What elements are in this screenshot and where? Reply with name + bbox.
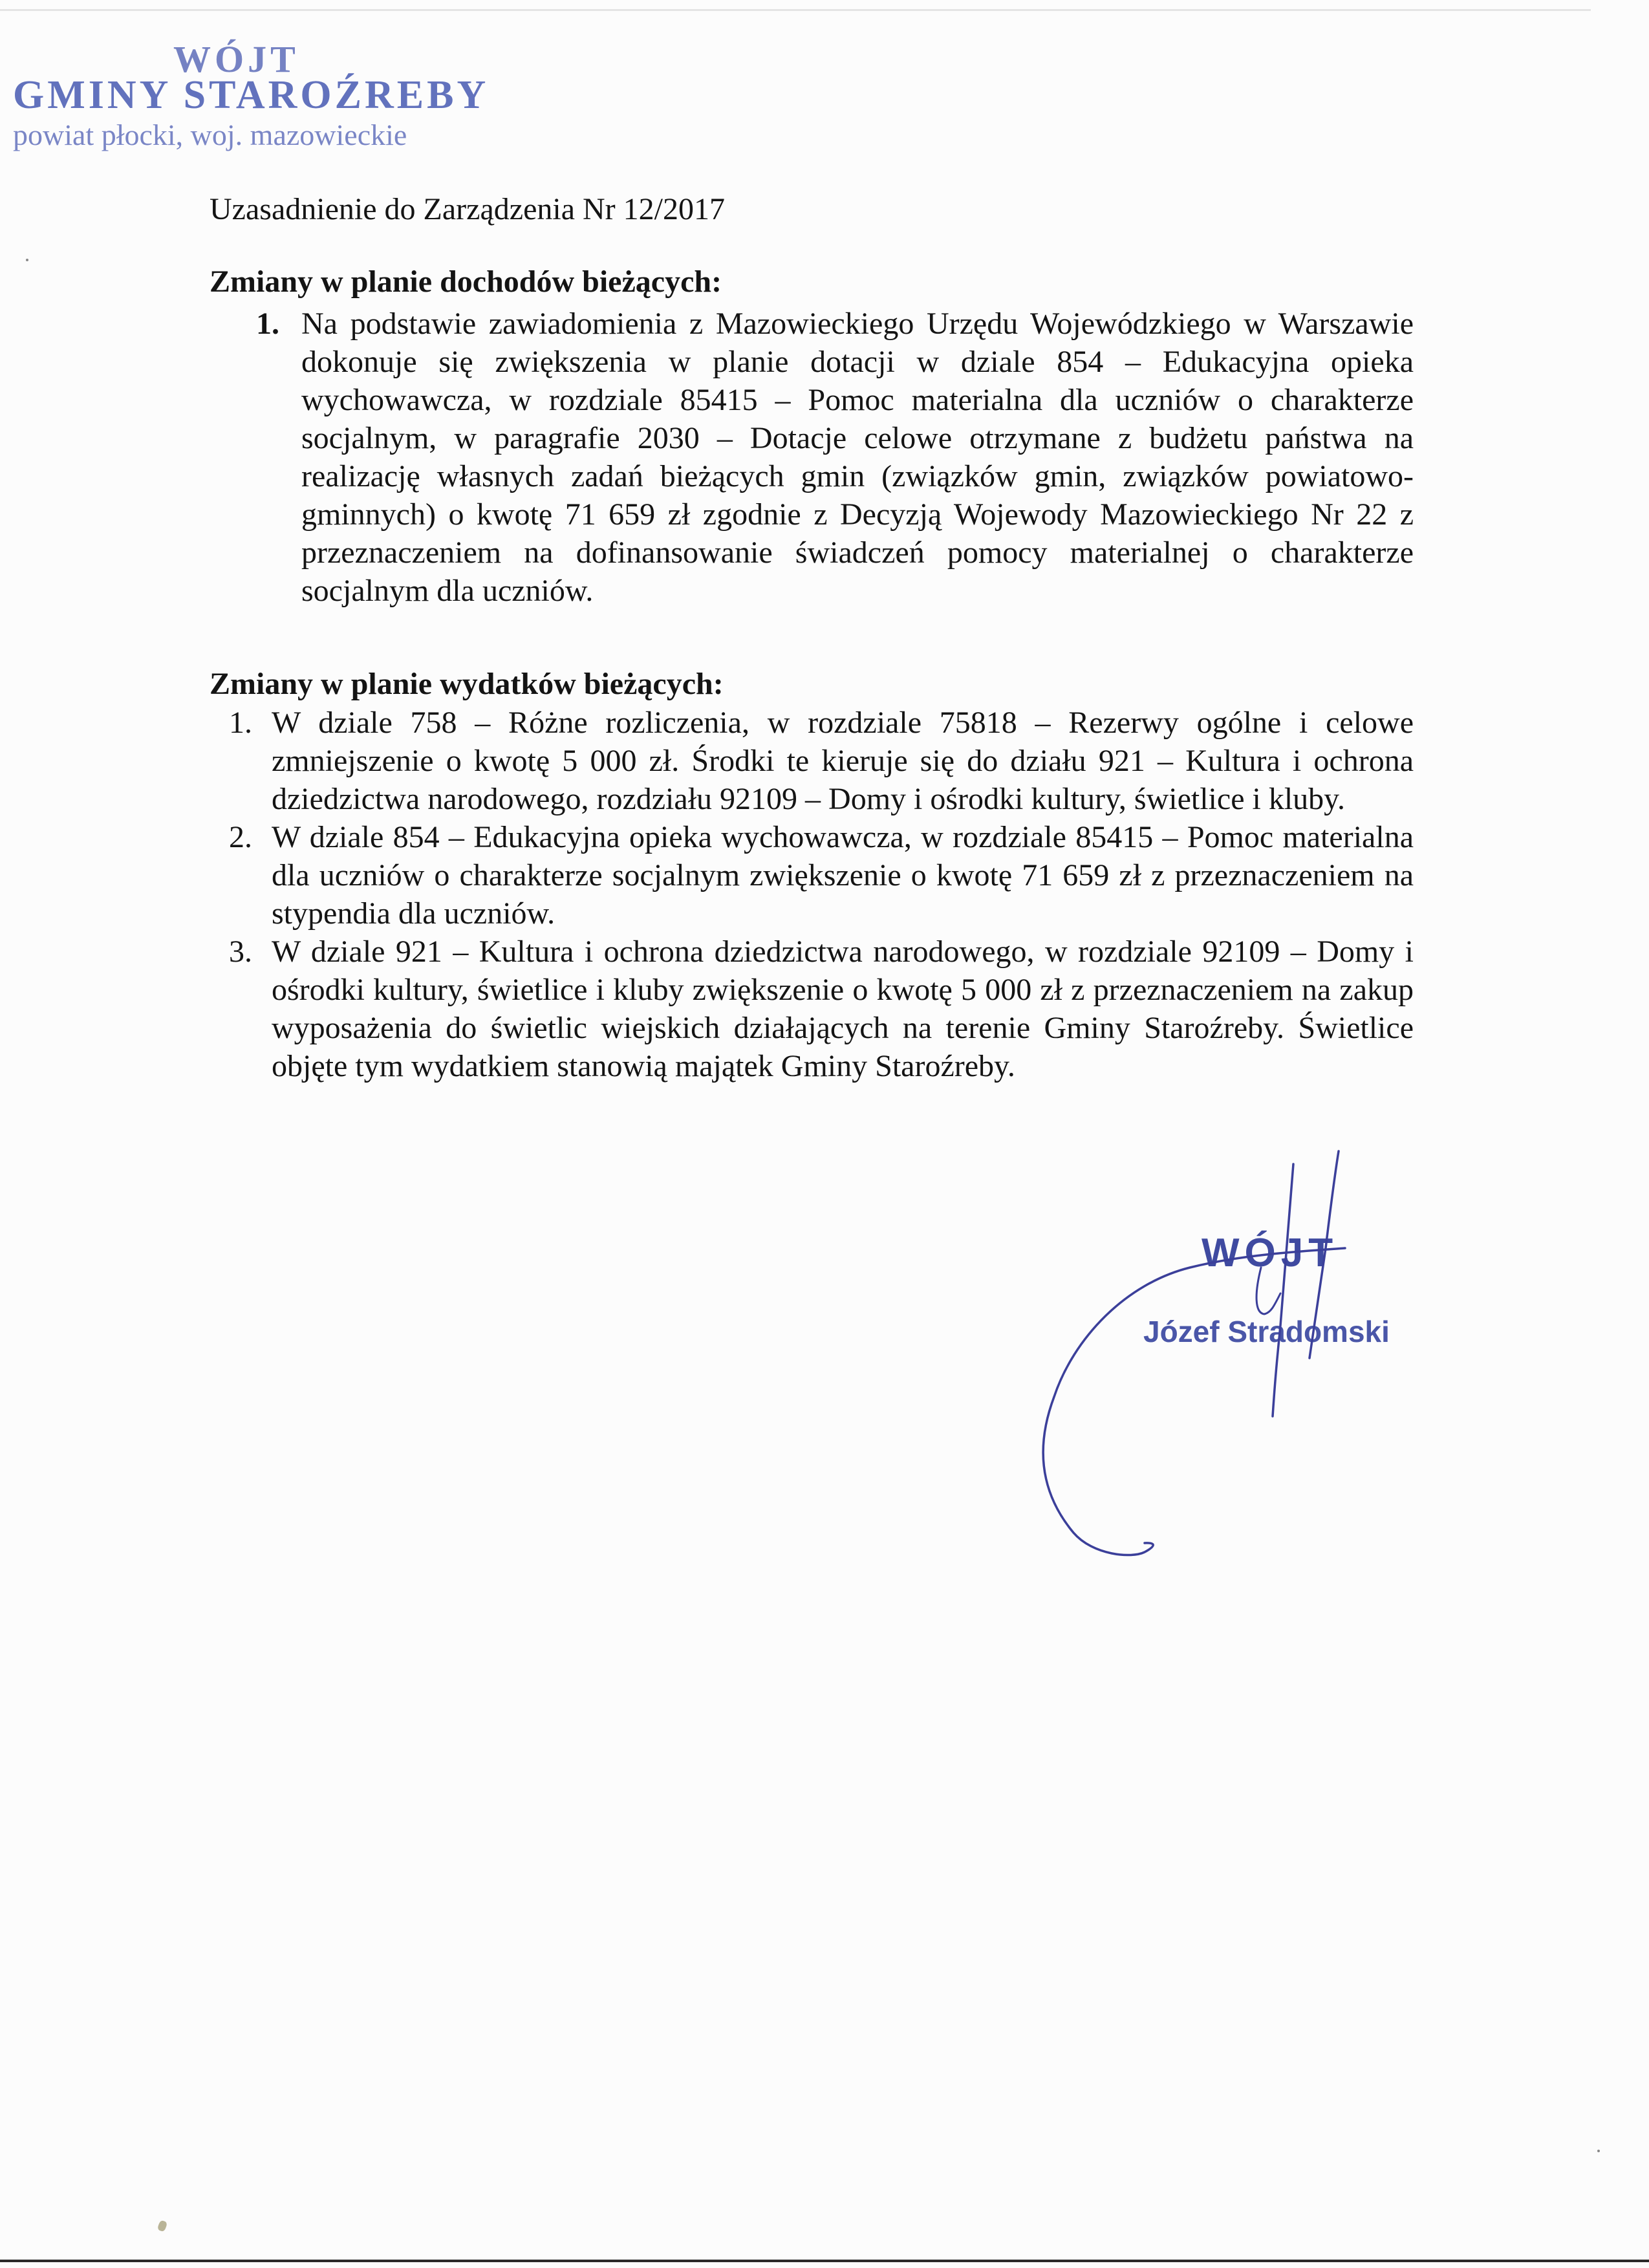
list-item-text: W dziale 854 – Edukacyjna opieka wychowawcza, w rozdziale 85415 – Pomoc materialna dla uczniów o charakterze socjalnym zwiększenie o kwotę 71 659 zł z przeznaczeniem na stypendia dla uczniów. (272, 820, 1414, 931)
document-title: Uzasadnienie do Zarządzenia Nr 12/2017 (210, 192, 725, 226)
handwritten-signature (996, 1145, 1436, 1565)
list-item-text: W dziale 921 – Kultura i ochrona dziedzictwa narodowego, w rozdziale 92109 – Domy i ośrodki kultury, świetlice i kluby zwiększenie o kwotę 5 000 zł z przeznaczeniem na zakup wyposażenia do świetlic wiejskich działających na terenie Gminy Staroźreby. Świetlice objęte tym wydatkiem stanowią majątek Gminy Staroźreby. (272, 934, 1414, 1083)
list-item-number: 1. (256, 307, 279, 341)
list-item (210, 933, 1414, 1085)
scan-speck (157, 2219, 168, 2232)
list-item (210, 818, 1414, 933)
header-stamp-municipality: GMINY STAROŹREBY (13, 73, 490, 117)
list-item-text: W dziale 758 – Różne rozliczenia, w rozdziale 75818 – Rezerwy ogólne i celowe zmniejszenie o kwotę 5 000 zł. Środki te kieruje się do działu 921 – Kultura i ochrona dziedzictwa narodowego, rozdziału 92109 – Domy i ośrodki kultury, świetlice i kluby. (272, 706, 1414, 816)
header-stamp-title: WÓJT (173, 38, 299, 80)
signature-stamp-title: WÓJT (1202, 1231, 1339, 1275)
scan-edge-line (0, 2260, 1649, 2262)
scan-edge-line (0, 9, 1591, 11)
scan-speck (1597, 2150, 1600, 2152)
header-stamp-region: powiat płocki, woj. mazowieckie (13, 118, 407, 151)
list-item (210, 704, 1414, 818)
list-item-number: 3. (229, 934, 252, 969)
expenses-changes-list (210, 704, 1414, 1085)
expenses-section-heading: Zmiany w planie wydatków bieżących: (210, 667, 724, 701)
income-section-heading: Zmiany w planie dochodów bieżących: (210, 265, 722, 299)
list-item (210, 305, 1414, 610)
list-item-text: Na podstawie zawiadomienia z Mazowieckiego Urzędu Wojewódzkiego w Warszawie dokonuje się zwiększenia w planie dotacji w dziale 854 – Edukacyjna opieka wychowawcza, w rozdziale 85415 – Pomoc materialna dla uczniów o charakterze socjalnym, w paragrafie 2030 – Dotacje celowe otrzymane z budżetu państwa na realizację własnych zadań bieżących gmin (związków gmin, związków powiatowo-gminnych) o kwotę 71 659 zł zgodnie z Decyzją Wojewody Mazowieckiego Nr 22 z przeznaczeniem na dofinansowanie świadczeń pomocy materialnej o charakterze socjalnym dla uczniów. (301, 307, 1414, 608)
signature-stamp-name: Józef Stradomski (1143, 1315, 1390, 1348)
signature-block (996, 1145, 1436, 1565)
list-item-number: 2. (229, 820, 252, 854)
income-changes-list (210, 305, 1414, 610)
header-stamp (0, 26, 491, 162)
scan-speck (26, 259, 28, 261)
list-item-number: 1. (229, 706, 252, 740)
